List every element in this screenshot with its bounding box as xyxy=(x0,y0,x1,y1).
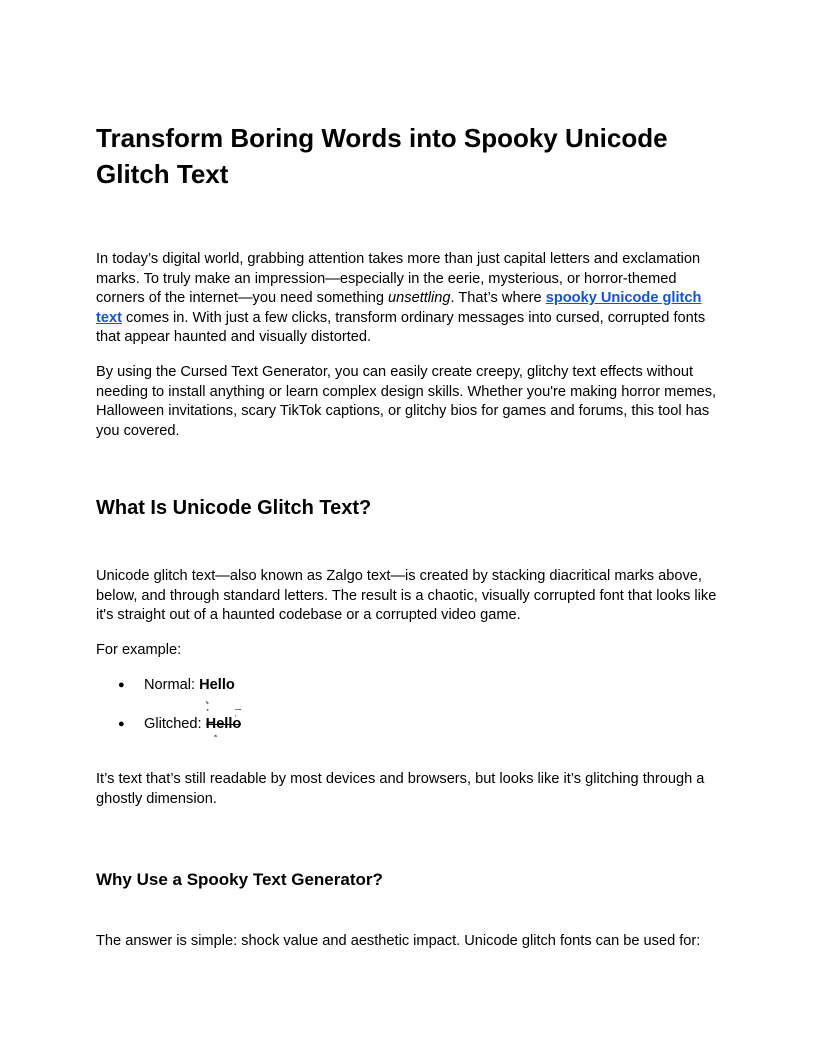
list-item-glitched-example xyxy=(96,715,241,735)
example-value: Hello xyxy=(199,677,235,693)
section1-paragraph-2: For example: xyxy=(96,642,182,658)
intro-text-3: comes in. With just a few clicks, transform ordinary messages into cursed, corrupted fonts that appear haunted and visually distorted. xyxy=(96,309,706,346)
example-label: Normal: xyxy=(144,677,200,693)
section-heading-why-use: Why Use a Spooky Text Generator? xyxy=(96,870,383,889)
intro-paragraph-2: By using the Cursed Text Generator, you can easily create creepy, glitchy text effects without needing to install anything or learn complex design skills. Whether you're making horror memes, Halloween invitations, scary TikTok captions, or glitchy bios for games and forums, this tool has you covered. xyxy=(96,364,717,439)
glitch-strike-line xyxy=(206,724,242,725)
section1-paragraph-1: Unicode glitch text—also known as Zalgo text—is created by stacking diacritical marks above, below, and through standard letters. The result is a chaotic, visually corrupted font that looks like it's straight out of a haunted codebase or a corrupted video game. xyxy=(96,568,717,624)
example-label: Glitched: xyxy=(144,716,206,732)
spooky-glitch-text-link[interactable]: spooky Unicode glitch text xyxy=(96,290,702,326)
page-title: Transform Boring Words into Spooky Unicode Glitch Text xyxy=(96,123,668,189)
section-heading-what-is-glitch-text: What Is Unicode Glitch Text? xyxy=(96,497,372,519)
section1-paragraph-3: It’s text that’s still readable by most devices and browsers, but looks like it’s glitching through a ghostly dimension. xyxy=(96,771,705,807)
glitched-text xyxy=(206,715,242,735)
intro-paragraph-1 xyxy=(96,250,724,348)
glitched-text-value: Hello xyxy=(205,716,242,732)
list-item-normal-example xyxy=(96,676,235,696)
intro-emphasis: unsettling xyxy=(388,290,451,307)
section2-paragraph-1: The answer is simple: shock value and aesthetic impact. Unicode glitch fonts can be used for: xyxy=(96,933,701,949)
intro-text-2: . That’s where xyxy=(450,290,546,307)
intro-text-1: In today’s digital world, grabbing attention takes more than just capital letters and exclamation marks. To truly make an impression—especially in the eerie, mysterious, or horror-themed corners of the internet—you need something xyxy=(96,251,701,307)
